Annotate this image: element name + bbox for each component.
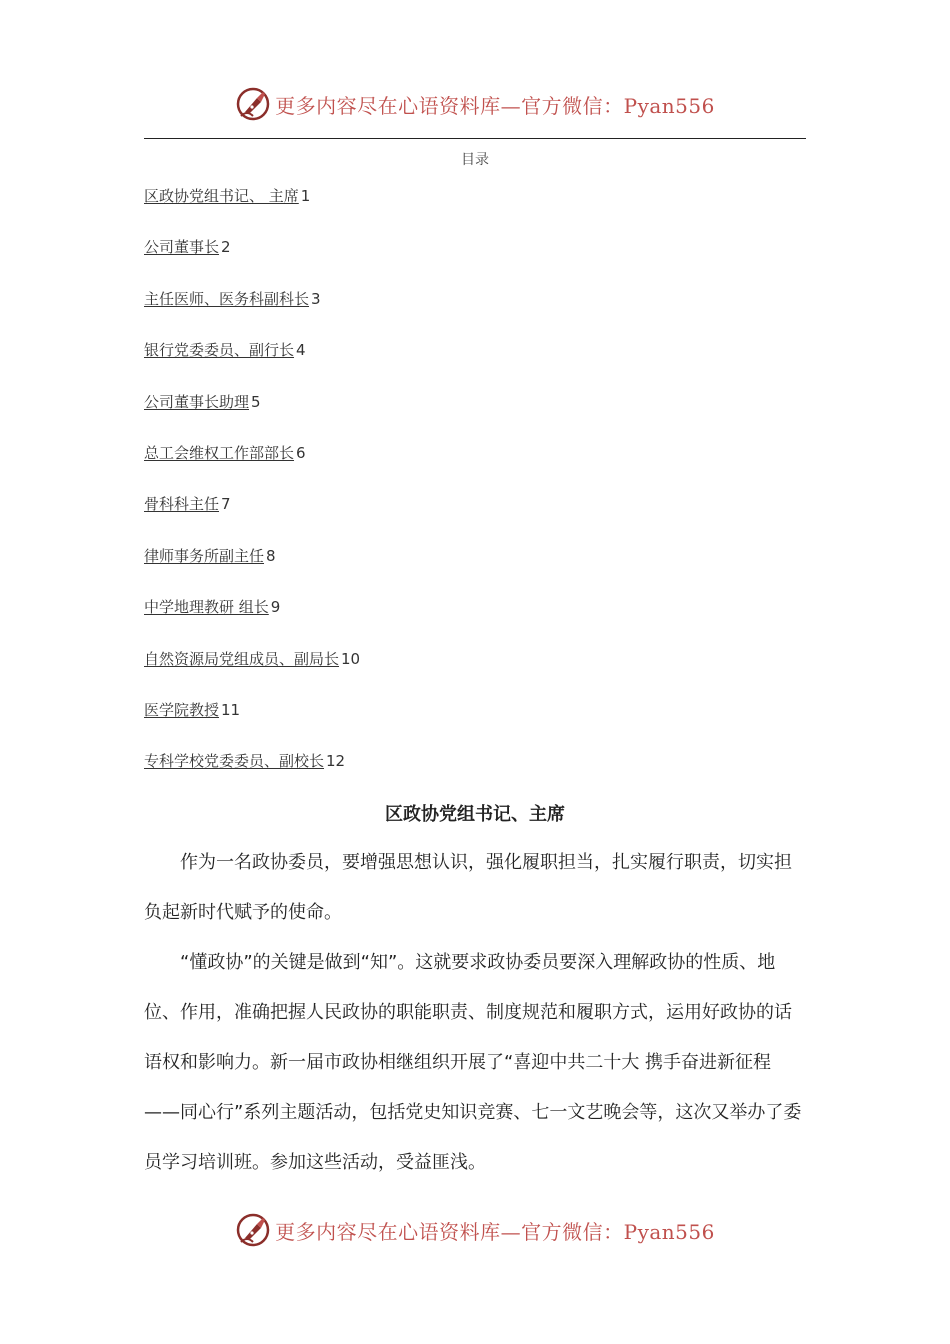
- toc-page-number: 3: [311, 289, 321, 308]
- toc-item[interactable]: [144, 235, 360, 286]
- toc-page-number: 2: [221, 238, 231, 257]
- footer-banner: [0, 1208, 950, 1252]
- toc-item-link[interactable]: 中学地理教研 组长: [144, 598, 269, 617]
- section-heading: 区政协党组书记、主席: [385, 804, 565, 825]
- pen-nib-icon: [235, 86, 271, 122]
- toc-item-link[interactable]: 总工会维权工作部部长: [144, 443, 295, 462]
- toc-item-link[interactable]: 区政协党组书记、 主席: [144, 187, 299, 205]
- banner-text: 更多内容尽在心语资料库—官方微信：Pyan556: [275, 93, 715, 118]
- toc-item[interactable]: [144, 544, 360, 595]
- toc-item-link[interactable]: 公司董事长: [144, 238, 220, 257]
- table-of-contents: [144, 184, 360, 801]
- toc-item-link[interactable]: 银行党委委员、副行长: [144, 341, 295, 360]
- toc-item[interactable]: [144, 492, 360, 543]
- toc-title: 目录: [461, 152, 489, 168]
- banner-text: 更多内容尽在心语资料库—官方微信：Pyan556: [275, 1219, 715, 1244]
- toc-item[interactable]: [144, 441, 360, 492]
- toc-item[interactable]: [144, 698, 360, 749]
- toc-item[interactable]: [144, 287, 360, 338]
- toc-page-number: 7: [221, 495, 231, 514]
- toc-item-link[interactable]: 专科学校党委委员、副校长: [144, 752, 325, 771]
- toc-page-number: 12: [326, 752, 346, 771]
- toc-item[interactable]: [144, 338, 360, 389]
- toc-item[interactable]: [144, 647, 360, 698]
- toc-page-number: 4: [296, 341, 306, 360]
- header-banner: [0, 82, 950, 126]
- toc-item-link[interactable]: 自然资源局党组成员、副局长: [144, 649, 340, 668]
- body-paragraph: 作为一名政协委员，要增强思想认识，强化履职担当，扎实履行职责，切实担负起新时代赋予的使命。: [144, 852, 792, 923]
- toc-item-link[interactable]: 医学院教授: [144, 700, 220, 719]
- toc-item-link[interactable]: 骨科科主任: [144, 495, 220, 514]
- body-paragraph: “懂政协”的关键是做到“知”。这就要求政协委员要深入理解政协的性质、地位、作用，准确把握人民政协的职能职责、制度规范和履职方式，运用好政协的话语权和影响力。新一届市政协相继组织开展了“喜迎中共二十大 携手奋进新征程——同心行”系列主题活动，包括党史知识竞赛、七一文艺晚会等，这次又举办了委员学习培训班。参加这些活动，受益匪浅。: [144, 952, 802, 1173]
- pen-nib-icon: [235, 1212, 271, 1248]
- toc-item[interactable]: [144, 749, 360, 800]
- toc-item-link[interactable]: 公司董事长助理: [144, 392, 250, 411]
- toc-item[interactable]: [144, 595, 360, 646]
- toc-page-number: 5: [251, 392, 261, 411]
- toc-page-number: 8: [266, 546, 276, 565]
- toc-item[interactable]: [144, 184, 360, 235]
- toc-item-link[interactable]: 主任医师、医务科副科长: [144, 289, 310, 308]
- toc-page-number: 11: [221, 700, 241, 719]
- header-divider: [144, 138, 806, 139]
- toc-page-number: 1: [300, 187, 311, 205]
- toc-page-number: 6: [296, 443, 306, 462]
- section-body: [144, 838, 806, 1188]
- toc-item-link[interactable]: 律师事务所副主任: [144, 546, 265, 565]
- toc-item[interactable]: [144, 390, 360, 441]
- toc-page-number: 9: [270, 598, 281, 617]
- toc-page-number: 10: [341, 649, 361, 668]
